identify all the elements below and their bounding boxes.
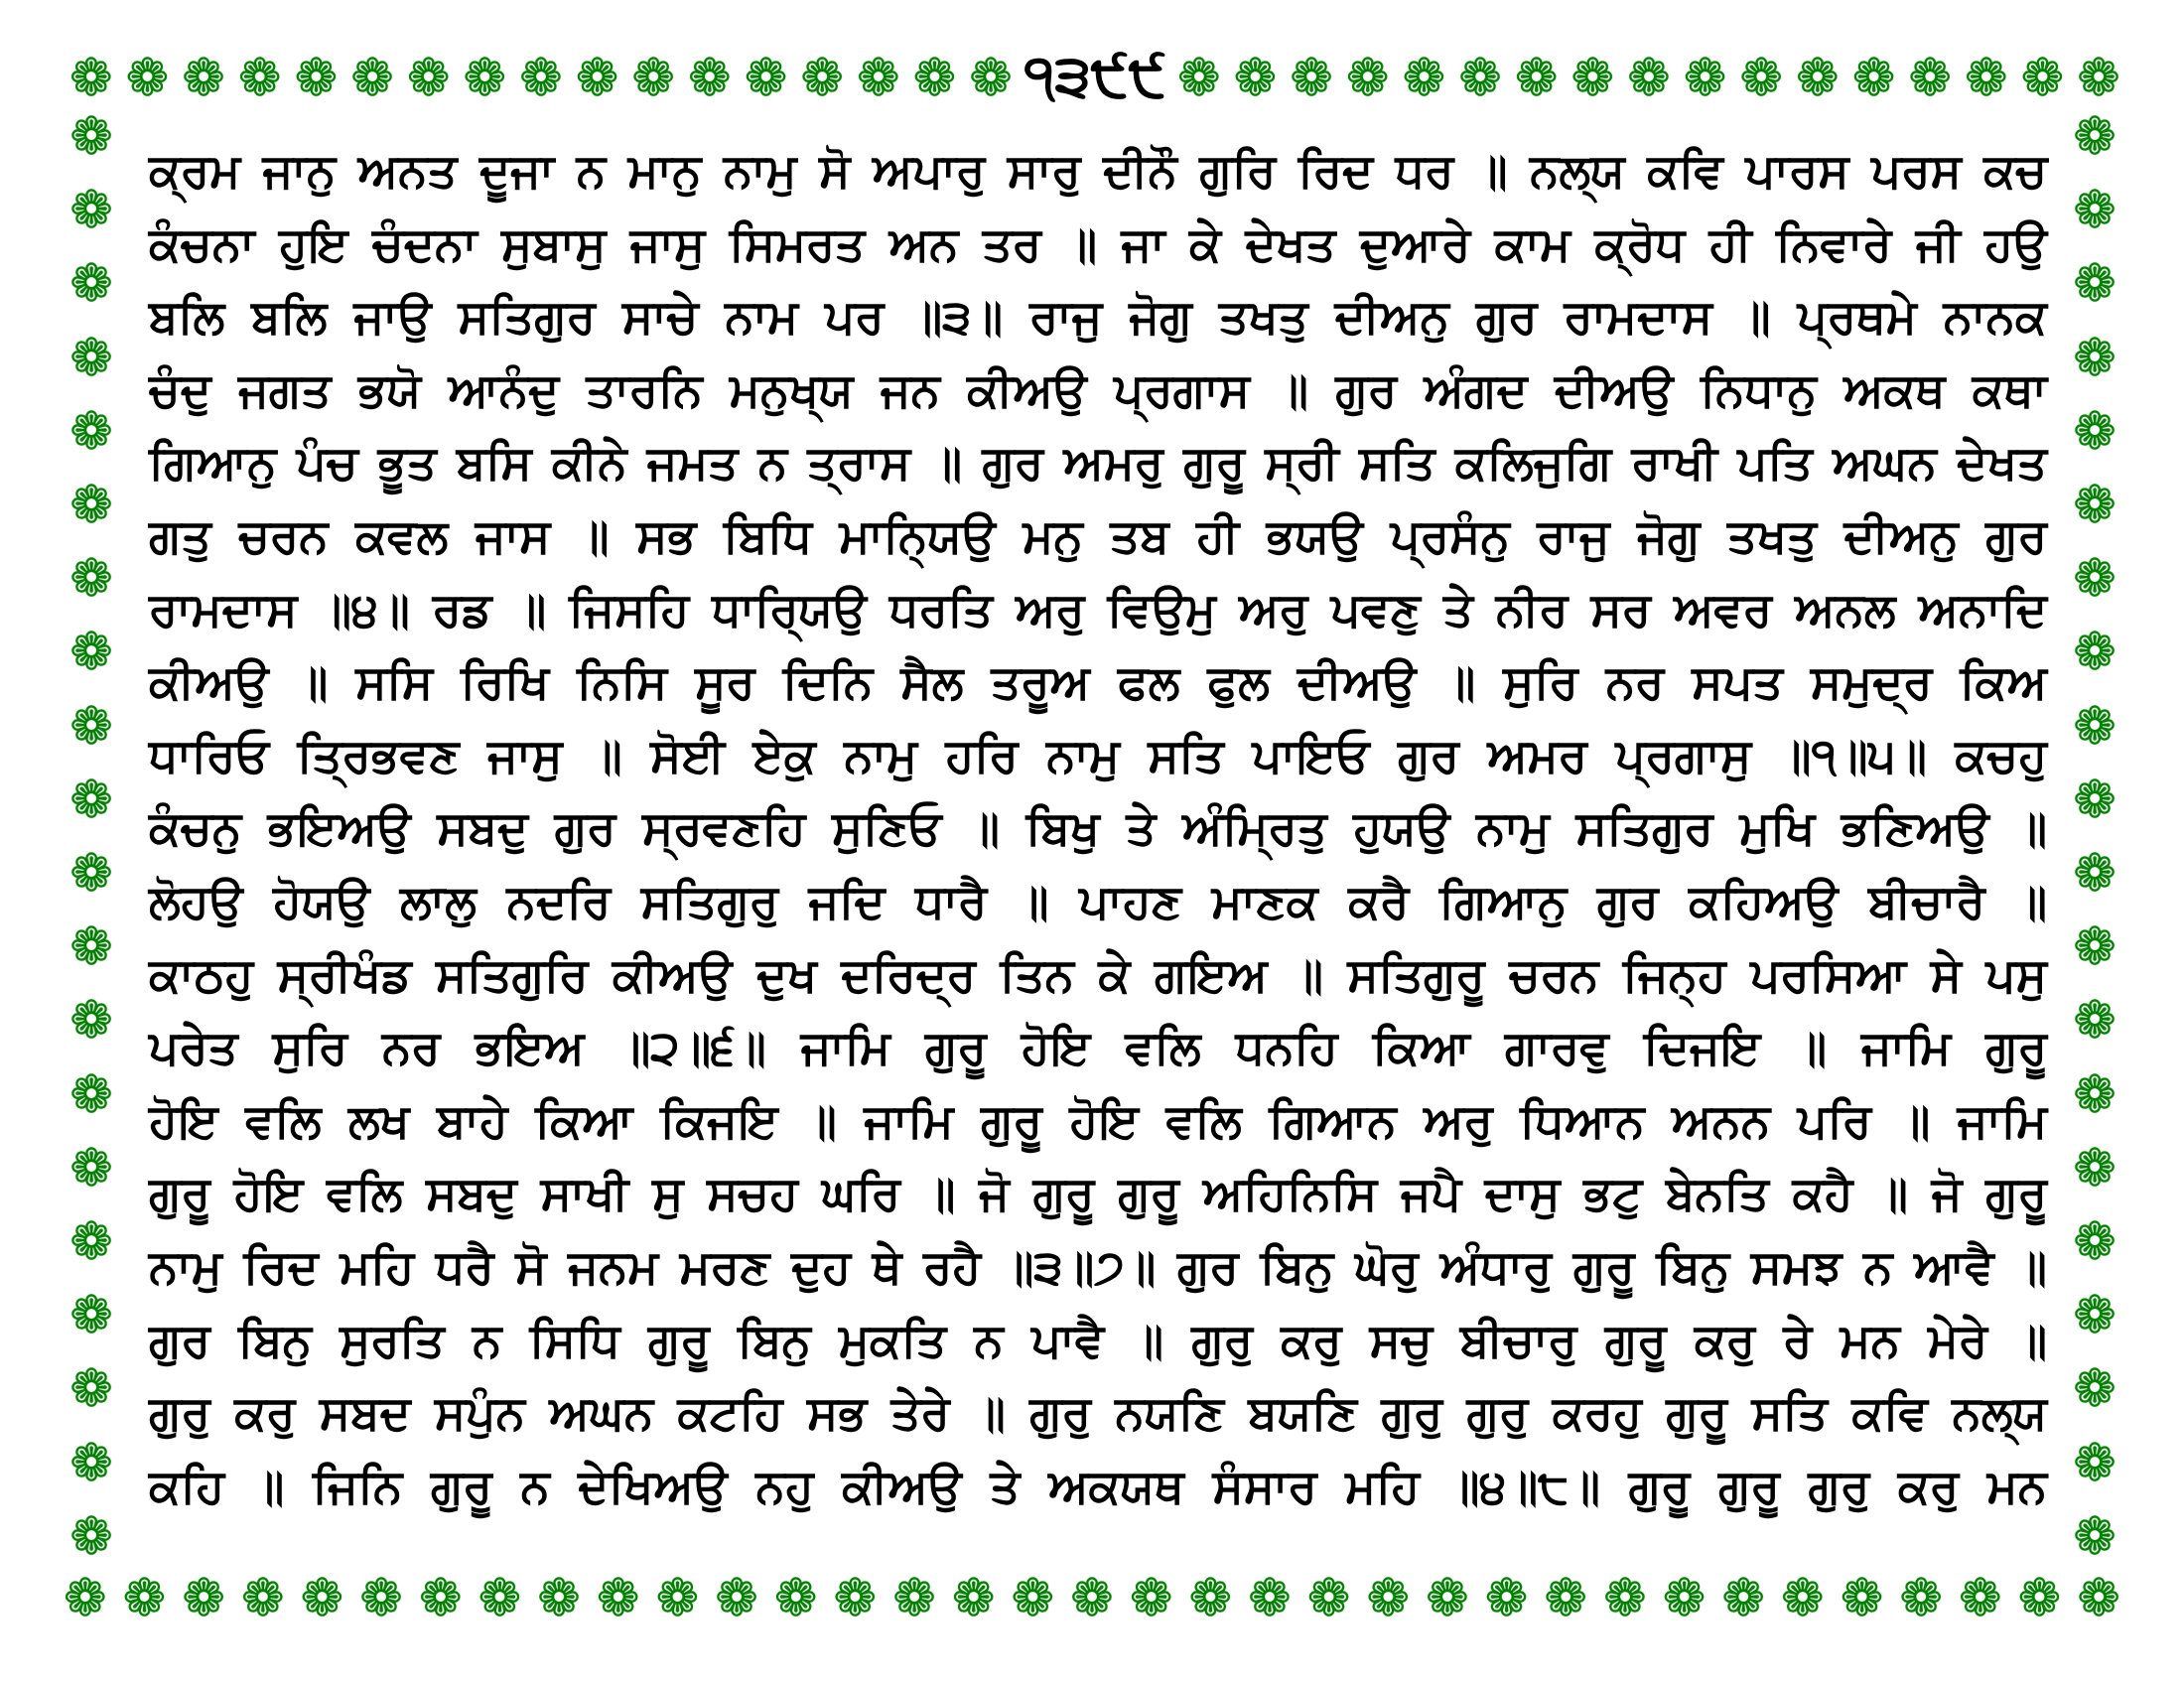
flower-icon: ❁ (688, 49, 732, 108)
flower-icon: ❁ (1796, 49, 1840, 108)
flower-icon: ❁ (519, 49, 563, 108)
flower-icon: ❁ (406, 49, 451, 108)
flower-icon: ❁ (69, 1212, 113, 1273)
flower-icon: ❁ (2020, 49, 2065, 108)
flower-icon: ❁ (2073, 549, 2116, 610)
flower-icon: ❁ (2073, 1506, 2116, 1567)
flower-icon: ❁ (300, 1569, 344, 1628)
flower-icon: ❁ (1899, 1569, 1943, 1628)
flower-icon: ❁ (1426, 1569, 1469, 1628)
border-right (2067, 107, 2122, 1567)
flower-icon: ❁ (2073, 1433, 2116, 1493)
flower-icon: ❁ (1402, 49, 1446, 108)
flower-icon: ❁ (1683, 49, 1727, 108)
flower-icon: ❁ (1662, 1569, 1706, 1628)
flower-icon: ❁ (69, 401, 113, 462)
flower-icon: ❁ (359, 1569, 403, 1628)
flower-icon: ❁ (800, 49, 844, 108)
gurbani-line: ਧਾਰਿਓ ਤ੍ਰਿਭਵਣ ਜਾਸੁ ॥ ਸੋਈ ਏਕੁ ਨਾਮੁ ਹਰਿ ਨਾਮੁ ਸਤਿ ਪਾਇਓ ਗੁਰ ਅਮਰ ਪ੍ਰਗਾਸੁ ॥੧॥੫॥ ਕਚਹੁ (149, 728, 2047, 783)
flower-icon: ❁ (2073, 917, 2116, 978)
flower-icon: ❁ (1177, 49, 1221, 108)
flower-icon: ❁ (2073, 181, 2116, 241)
flower-icon: ❁ (1129, 1569, 1173, 1628)
flower-icon: ❁ (1248, 1569, 1292, 1628)
flower-icon: ❁ (2073, 254, 2116, 315)
flower-icon: ❁ (2017, 1569, 2062, 1628)
border-top-left-flowers (69, 49, 1013, 108)
flower-icon: ❁ (69, 770, 113, 830)
flower-icon: ❁ (1840, 1569, 1884, 1628)
flower-icon: ❁ (1603, 1569, 1647, 1628)
flower-icon: ❁ (69, 917, 113, 978)
flower-icon: ❁ (2073, 623, 2116, 683)
flower-icon: ❁ (418, 1569, 463, 1628)
flower-icon: ❁ (773, 1569, 818, 1628)
gurbani-line: ਕੰਚਨੁ ਭਇਅਉ ਸਬਦੁ ਗੁਰ ਸ੍ਰਵਣਹਿ ਸੁਣਿਓ ॥ ਬਿਖੁ ਤੇ ਅੰਮ੍ਰਿਤੁ ਹੁਯਉ ਨਾਮੁ ਸਤਿਗੁਰ ਮੁਖਿ ਭਣਿਅਉ ॥ (149, 801, 2047, 857)
flower-icon: ❁ (69, 476, 113, 536)
flower-icon: ❁ (182, 49, 225, 108)
flower-icon: ❁ (69, 107, 113, 167)
gurbani-line: ਗਿਆਨੁ ਪੰਚ ਭੂਤ ਬਸਿ ਕੀਨੇ ਜਮਤ ਨ ਤ੍ਰਾਸ ॥ ਗੁਰ ਅਮਰੁ ਗੁਰੂ ਸ੍ਰੀ ਸਤਿ ਕਲਿਜੁਗਿ ਰਾਖੀ ਪਤਿ ਅਘਨ ਦੇਖਤ (149, 436, 2047, 492)
flower-icon: ❁ (1739, 49, 1783, 108)
gurbani-line: ਕਾਠਹੁ ਸ੍ਰੀਖੰਡ ਸਤਿਗੁਰਿ ਕੀਅਉ ਦੁਖ ਦਰਿਦ੍ਰ ਤਿਨ ਕੇ ਗਇਅ ॥ ਸਤਿਗੁਰੂ ਚਰਨ ਜਿਨ੍ਹ ਪਰਸਿਆ ਸੇ ਪਸੁ (149, 947, 2047, 1003)
flower-icon: ❁ (631, 49, 675, 108)
flower-icon: ❁ (1070, 1569, 1114, 1628)
flower-icon: ❁ (1570, 49, 1615, 108)
flower-icon: ❁ (1959, 1569, 2002, 1628)
gurbani-line: ਗੁਰੁ ਕਰੁ ਸਬਦ ਸਪੁੰਨ ਅਘਨ ਕਟਹਿ ਸਭ ਤੇਰੇ ॥ ਗੁਰੁ ਨਯਣਿ ਬਯਣਿ ਗੁਰੁ ਗੁਰੁ ਕਰਹੁ ਗੁਰੂ ਸਤਿ ਕਵਿ ਨਲ੍ਯ (149, 1386, 2047, 1442)
flower-icon: ❁ (2073, 1212, 2116, 1273)
flower-icon: ❁ (892, 1569, 936, 1628)
gurbani-line: ਗਤੁ ਚਰਨ ਕਵਲ ਜਾਸ ॥ ਸਭ ਬਿਧਿ ਮਾਨ੍ਯਿਉ ਮਨੁ ਤਬ ਹੀ ਭਯਉ ਪ੍ਰਸੰਨੁ ਰਾਜੁ ਜੋਗੁ ਤਖਤੁ ਦੀਅਨੁ ਗੁਰ (149, 508, 2047, 564)
flower-icon: ❁ (1290, 49, 1333, 108)
flower-icon: ❁ (69, 1433, 113, 1493)
border-top-right-flowers (1177, 49, 2120, 108)
flower-icon: ❁ (2073, 1359, 2116, 1420)
flower-icon: ❁ (655, 1569, 700, 1628)
flower-icon: ❁ (715, 1569, 758, 1628)
gurbani-line: ਲੋਹਉ ਹੋਯਉ ਲਾਲੁ ਨਦਰਿ ਸਤਿਗੁਰੁ ਜਦਿ ਧਾਰੈ ॥ ਪਾਹਣ ਮਾਣਕ ਕਰੈ ਗਿਆਨੁ ਗੁਰ ਕਹਿਅਉ ਬੀਚਾਰੈ ॥ (149, 874, 2047, 929)
flower-icon: ❁ (64, 1569, 107, 1628)
gurbani-line: ਨਾਮੁ ਰਿਦ ਮਹਿ ਧਰੈ ਸੋ ਜਨਮ ਮਰਣ ਦੁਹ ਥੇ ਰਹੈ ॥੩॥੭॥ ਗੁਰ ਬਿਨੁ ਘੋਰੁ ਅੰਧਾਰੁ ਗੁਰੂ ਬਿਨੁ ਸਮਝ ਨ ਆਵੈ ॥ (149, 1239, 2047, 1295)
gurbani-line: ਬਲਿ ਬਲਿ ਜਾਉ ਸਤਿਗੁਰ ਸਾਚੇ ਨਾਮ ਪਰ ॥੩॥ ਰਾਜੁ ਜੋਗੁ ਤਖਤੁ ਦੀਅਨੁ ਗੁਰ ਰਾਮਦਾਸ ॥ ਪ੍ਰਥਮੇ ਨਾਨਕ (149, 290, 2047, 346)
gurbani-line: ਕਹਿ ॥ ਜਿਨਿ ਗੁਰੂ ਨ ਦੇਖਿਅਉ ਨਹੁ ਕੀਅਉ ਤੇ ਅਕਯਥ ਸੰਸਾਰ ਮਹਿ ॥੪॥੮॥ ਗੁਰੂ ਗੁਰੂ ਗੁਰੁ ਕਰੁ ਮਨ (149, 1459, 2047, 1514)
flower-icon: ❁ (744, 49, 788, 108)
flower-icon: ❁ (240, 1569, 285, 1628)
flower-icon: ❁ (350, 49, 394, 108)
flower-icon: ❁ (125, 49, 170, 108)
flower-icon: ❁ (2073, 770, 2116, 830)
flower-icon: ❁ (1458, 49, 1502, 108)
flower-icon: ❁ (1851, 49, 1896, 108)
gurbani-line: ਕੀਅਉ ॥ ਸਸਿ ਰਿਖਿ ਨਿਸਿ ਸੂਰ ਦਿਨਿ ਸੈਲ ਤਰੂਅ ਫਲ ਫੁਲ ਦੀਅਉ ॥ ਸੁਰਿ ਨਰ ਸਪਤ ਸਮੁਦ੍ਰ ਕਿਅ (149, 655, 2047, 711)
flower-icon: ❁ (833, 1569, 878, 1628)
flower-icon: ❁ (69, 49, 113, 108)
flower-icon: ❁ (1188, 1569, 1233, 1628)
flower-icon: ❁ (856, 49, 900, 108)
gurbani-line: ਹੋਇ ਵਲਿ ਲਖ ਬਾਹੇ ਕਿਆ ਕਿਜਇ ॥ ਜਾਮਿ ਗੁਰੂ ਹੋਇ ਵਲਿ ਗਿਆਨ ਅਰੁ ਧਿਆਨ ਅਨਨ ਪਰਿ ॥ ਜਾਮਿ (149, 1093, 2047, 1149)
flower-icon: ❁ (1781, 1569, 1825, 1628)
gurbani-text-block (149, 135, 2047, 1523)
flower-icon: ❁ (69, 1138, 113, 1198)
flower-icon: ❁ (69, 623, 113, 683)
gurbani-line: ਪਰੇਤ ਸੁਰਿ ਨਰ ਭਇਅ ॥੨॥੬॥ ਜਾਮਿ ਗੁਰੂ ਹੋਇ ਵਲਿ ਧਨਹਿ ਕਿਆ ਗਾਰਵੁ ਦਿਜਇ ॥ ਜਾਮਿ ਗੁਰੂ (149, 1021, 2047, 1076)
flower-icon: ❁ (69, 1064, 113, 1125)
gurbani-line: ਗੁਰ ਬਿਨੁ ਸੁਰਤਿ ਨ ਸਿਧਿ ਗੁਰੂ ਬਿਨੁ ਮੁਕਤਿ ਨ ਪਾਵੈ ॥ ਗੁਰੁ ਕਰੁ ਸਚੁ ਬੀਚਾਰੁ ਗੁਰੂ ਕਰੁ ਰੇ ਮਨ ਮੇਰੇ ॥ (149, 1313, 2047, 1368)
flower-icon: ❁ (1011, 1569, 1055, 1628)
gurbani-line: ਚੰਦੁ ਜਗਤ ਭਯੋ ਆਨੰਦੁ ਤਾਰਨਿ ਮਨੁਖ੍ਯ ਜਨ ਕੀਅਉ ਪ੍ਰਗਾਸ ॥ ਗੁਰ ਅੰਗਦ ਦੀਅਉ ਨਿਧਾਨੁ ਅਕਥ ਕਥਾ (149, 362, 2047, 418)
gurbani-line: ਗੁਰੂ ਹੋਇ ਵਲਿ ਸਬਦੁ ਸਾਖੀ ਸੁ ਸਚਹ ਘਰਿ ॥ ਜੋ ਗੁਰੂ ਗੁਰੂ ਅਹਿਨਿਸਿ ਜਪੈ ਦਾਸੁ ਭਟੁ ਬੇਨਤਿ ਕਹੈ ॥ ਜੋ ਗੁਰੂ (149, 1167, 2047, 1222)
flower-icon: ❁ (69, 549, 113, 610)
flower-icon: ❁ (912, 49, 957, 108)
flower-icon: ❁ (2073, 328, 2116, 388)
flower-icon: ❁ (1306, 1569, 1351, 1628)
flower-icon: ❁ (2073, 991, 2116, 1052)
flower-icon: ❁ (69, 1359, 113, 1420)
flower-icon: ❁ (294, 49, 339, 108)
flower-icon: ❁ (2073, 1286, 2116, 1346)
flower-icon: ❁ (69, 328, 113, 388)
gurbani-line: ਰਾਮਦਾਸ ॥੪॥ ਰਡ ॥ ਜਿਸਹਿ ਧਾਰ੍ਯਿਉ ਧਰਤਿ ਅਰੁ ਵਿਉਮੁ ਅਰੁ ਪਵਣੁ ਤੇ ਨੀਰ ਸਰ ਅਵਰ ਅਨਲ ਅਨਾਦਿ (149, 582, 2047, 637)
gurbani-line: ਕ੍ਰਮ ਜਾਨੁ ਅਨਤ ਦੂਜਾ ਨ ਮਾਨੁ ਨਾਮੁ ਸੋ ਅਪਾਰੁ ਸਾਰੁ ਦੀਨੌ ਗੁਰਿ ਰਿਦ ਧਰ ॥ ਨਲ੍ਯ ਕਵਿ ਪਾਰਸ ਪਰਸ ਕਚ (149, 144, 2047, 199)
flower-icon: ❁ (182, 1569, 225, 1628)
flower-icon: ❁ (478, 1569, 522, 1628)
flower-icon: ❁ (2073, 476, 2116, 536)
flower-icon: ❁ (463, 49, 507, 108)
flower-icon: ❁ (122, 1569, 167, 1628)
flower-icon: ❁ (2077, 1569, 2120, 1628)
flower-icon: ❁ (2073, 107, 2116, 167)
flower-icon: ❁ (1345, 49, 1390, 108)
flower-icon: ❁ (951, 1569, 996, 1628)
flower-icon: ❁ (69, 254, 113, 315)
flower-icon: ❁ (1233, 49, 1278, 108)
flower-icon: ❁ (2077, 49, 2120, 108)
flower-icon: ❁ (1627, 49, 1671, 108)
flower-icon: ❁ (1908, 49, 1952, 108)
flower-icon: ❁ (1514, 49, 1559, 108)
border-left (64, 107, 119, 1567)
flower-icon: ❁ (575, 49, 619, 108)
flower-icon: ❁ (2073, 1064, 2116, 1125)
flower-icon: ❁ (69, 1286, 113, 1346)
page-number: ੧੩੯੯ (1024, 42, 1166, 109)
flower-icon: ❁ (2073, 1138, 2116, 1198)
gurbani-line: ਕੰਚਨਾ ਹੁਇ ਚੰਦਨਾ ਸੁਬਾਸੁ ਜਾਸੁ ਸਿਮਰਤ ਅਨ ਤਰ ॥ ਜਾ ਕੇ ਦੇਖਤ ਦੁਆਰੇ ਕਾਮ ਕ੍ਰੋਧ ਹੀ ਨਿਵਾਰੇ ਜੀ ਹਉ (149, 216, 2047, 272)
flower-icon: ❁ (69, 844, 113, 905)
flower-icon: ❁ (1484, 1569, 1529, 1628)
flower-icon: ❁ (2073, 844, 2116, 905)
flower-icon: ❁ (237, 49, 282, 108)
flower-icon: ❁ (2073, 401, 2116, 462)
flower-icon: ❁ (69, 696, 113, 757)
flower-icon: ❁ (537, 1569, 581, 1628)
flower-icon: ❁ (596, 1569, 640, 1628)
flower-icon: ❁ (69, 181, 113, 241)
flower-icon: ❁ (1544, 1569, 1587, 1628)
flower-icon: ❁ (69, 991, 113, 1052)
border-top (69, 42, 2120, 111)
flower-icon: ❁ (1366, 1569, 1411, 1628)
flower-icon: ❁ (2073, 696, 2116, 757)
flower-icon: ❁ (969, 49, 1013, 108)
flower-icon: ❁ (1964, 49, 2008, 108)
flower-icon: ❁ (69, 1506, 113, 1567)
flower-icon: ❁ (1721, 1569, 1765, 1628)
